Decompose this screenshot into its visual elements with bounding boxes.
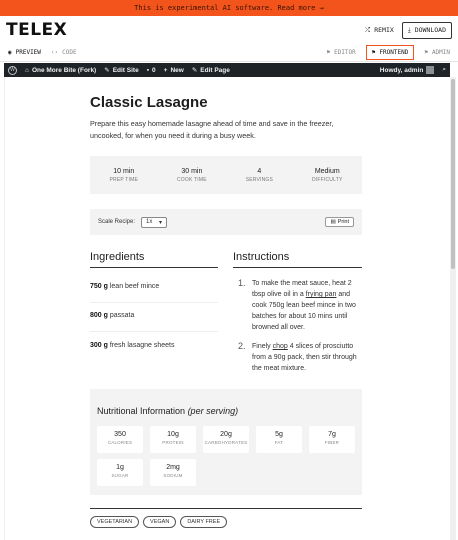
ingredient-text: passata — [109, 312, 135, 319]
nutrition-label: CARBOHYDRATES — [204, 440, 248, 445]
remix-button[interactable] — [365, 26, 394, 35]
view-tabs-left — [8, 49, 77, 56]
code-icon: ‹› — [50, 49, 59, 56]
meta-value: 4 — [257, 167, 262, 175]
plus-icon: + — [163, 66, 168, 74]
nutrition-sodium — [150, 459, 196, 486]
meta-label: DIFFICULTY — [312, 176, 343, 183]
view-tabs-right — [326, 45, 450, 60]
wp-admin-bar — [4, 63, 450, 77]
wp-edit-site-label: Edit Site — [112, 66, 139, 74]
nutrition-panel — [90, 389, 362, 495]
wp-comments-count: 0 — [152, 66, 156, 74]
meta-cook-time — [177, 168, 207, 183]
scrollbar-thumb[interactable] — [451, 79, 455, 269]
ingredient-text: fresh lasagne sheets — [109, 342, 175, 349]
search-icon[interactable]: ⌕ — [442, 66, 446, 73]
meta-servings — [246, 168, 273, 183]
tab-preview-label: PREVIEW — [15, 49, 41, 56]
meta-label: COOK TIME — [176, 176, 207, 183]
nutrition-value: 7g — [328, 431, 336, 438]
nutrition-label: PROTEIN — [162, 440, 184, 445]
ingredient-amount: 800 g — [90, 312, 108, 319]
tab-code-label: CODE — [62, 49, 77, 56]
eye-icon: ◉ — [8, 49, 12, 56]
pencil-icon: ✎ — [104, 67, 110, 74]
wordpress-logo-icon[interactable]: W — [8, 66, 17, 75]
meta-value: Medium — [314, 167, 340, 175]
step-text-part: 4 slices of prosciutto from a 90g pack, then stir through the meat mixture. — [252, 343, 357, 372]
tag-vegetarian[interactable]: VEGETARIAN — [90, 516, 139, 528]
wp-new-label: New — [170, 66, 184, 74]
scale-select-value: 1x — [146, 218, 153, 225]
avatar-icon — [426, 66, 434, 74]
ingredient-amount: 300 g — [90, 342, 108, 349]
tag-vegan[interactable]: VEGAN — [143, 516, 176, 528]
pencil-icon: ✎ — [191, 67, 198, 74]
tab-editor-label: EDITOR — [334, 49, 356, 56]
telex-toolbar — [0, 16, 458, 44]
tab-code[interactable] — [51, 49, 77, 56]
wp-edit-site[interactable] — [104, 66, 138, 74]
printer-icon: ▤ — [330, 219, 336, 225]
meta-prep-time — [109, 168, 138, 183]
scale-select[interactable] — [141, 217, 167, 228]
tag-dairy-free[interactable]: DAIRY FREE — [180, 516, 227, 528]
nutrition-fiber — [309, 426, 355, 453]
recipe-tags — [90, 516, 227, 528]
nutrition-carbohydrates — [203, 426, 249, 453]
wp-edit-page[interactable] — [192, 66, 230, 74]
nutrition-value: 2mg — [166, 464, 180, 471]
wp-comments[interactable] — [147, 67, 156, 74]
download-label: DOWNLOAD — [414, 26, 446, 34]
wp-admin-bar-right — [380, 66, 446, 74]
step-text — [252, 278, 362, 333]
nutrition-label: SUGAR — [111, 473, 129, 478]
print-button[interactable] — [325, 217, 354, 227]
recipe-meta — [90, 156, 362, 194]
meta-label: SERVINGS — [245, 176, 274, 183]
recipe-description: Prepare this easy homemade lasagne ahead of time and save in the freezer, uncooked, for when you need it during a busy week. — [90, 119, 334, 140]
instructions-list — [238, 278, 362, 382]
comment-icon: ▪ — [146, 66, 150, 74]
meta-difficulty — [312, 168, 343, 183]
ingredient-amount: 750 g — [90, 283, 108, 290]
nutrition-value: 10g — [167, 431, 179, 438]
wp-new[interactable] — [164, 67, 184, 74]
tags-divider — [90, 508, 362, 509]
tab-preview[interactable] — [8, 49, 41, 56]
scale-recipe-bar — [90, 209, 362, 235]
ingredient-text: lean beef mince — [109, 283, 160, 290]
wp-howdy[interactable] — [380, 66, 435, 74]
tab-frontend-label: FRONTEND — [379, 49, 409, 56]
telex-logo: TELEX — [6, 20, 68, 40]
ingredient-item — [90, 312, 218, 332]
nutrition-label: CALORIES — [107, 440, 133, 445]
home-icon: ⌂ — [25, 66, 29, 74]
meta-value: 10 min — [113, 167, 135, 175]
flag-icon: ⚑ — [371, 49, 376, 56]
nutrition-label: FIBER — [324, 440, 340, 445]
chop-link[interactable]: chop — [272, 343, 288, 350]
download-button[interactable] — [402, 22, 452, 39]
scale-recipe-group — [98, 217, 167, 228]
flag-icon: ⚑ — [326, 49, 331, 56]
nutrition-value: 20g — [220, 431, 232, 438]
tab-admin-label: ADMIN — [431, 49, 450, 56]
print-label: Print — [337, 219, 349, 225]
ingredients-heading: Ingredients — [90, 251, 218, 268]
instruction-step — [238, 341, 362, 374]
instructions-heading: Instructions — [233, 251, 362, 268]
nutrition-calories — [97, 426, 143, 453]
meta-value: 30 min — [181, 167, 203, 175]
step-text-part: Finely — [252, 343, 273, 350]
telex-actions — [365, 22, 452, 39]
wp-howdy-label: Howdy, admin — [379, 66, 424, 74]
nutrition-protein — [150, 426, 196, 453]
frying-pan-link[interactable]: frying pan — [305, 291, 337, 298]
step-number: 1. — [238, 278, 246, 288]
nutrition-title-suffix: (per serving) — [187, 406, 239, 416]
nutrition-value: 350 — [114, 431, 126, 438]
nutrition-sugar — [97, 459, 143, 486]
scrollbar[interactable] — [450, 77, 456, 540]
tab-editor[interactable] — [326, 49, 355, 56]
recipe-title: Classic Lasagne — [90, 94, 208, 111]
ingredient-item — [90, 283, 218, 303]
remix-label: REMIX — [374, 26, 394, 34]
nutrition-value: 5g — [275, 431, 283, 438]
step-number: 2. — [238, 341, 246, 351]
nutrition-title-text: Nutritional Information — [97, 406, 186, 416]
wp-site-name[interactable] — [25, 67, 96, 74]
wp-site-name-label: One More Bite (Fork) — [31, 66, 97, 74]
ingredient-item — [90, 342, 218, 361]
step-text-part: and cook 750g lean beef mince in two batches for about 10 mins until browned all over. — [252, 291, 356, 331]
tab-admin[interactable] — [424, 49, 450, 56]
wp-admin-bar-left — [8, 66, 230, 75]
meta-label: PREP TIME — [109, 176, 139, 183]
nutrition-value: 1g — [116, 464, 124, 471]
wp-edit-page-label: Edit Page — [200, 66, 230, 74]
shuffle-icon: ⤮ — [365, 25, 371, 34]
nutrition-fat — [256, 426, 302, 453]
step-text-part: To make the meat sauce, heat 2 tbsp olive oil in a — [252, 280, 352, 298]
experimental-banner[interactable] — [0, 0, 458, 16]
banner-text[interactable]: This is experimental AI software. Read more → — [134, 4, 324, 12]
step-text — [252, 341, 362, 374]
download-icon: ⤓ — [407, 25, 411, 34]
nutrition-label: FAT — [274, 440, 284, 445]
tab-frontend[interactable] — [366, 45, 415, 60]
nutrition-title — [97, 406, 238, 416]
nutrition-label: SODIUM — [163, 473, 183, 478]
instruction-step — [238, 278, 362, 333]
flag-icon: ⚑ — [424, 49, 428, 56]
scale-recipe-label: Scale Recipe: — [98, 219, 136, 225]
view-tabs — [0, 44, 458, 62]
chevron-down-icon: ▾ — [159, 219, 163, 226]
